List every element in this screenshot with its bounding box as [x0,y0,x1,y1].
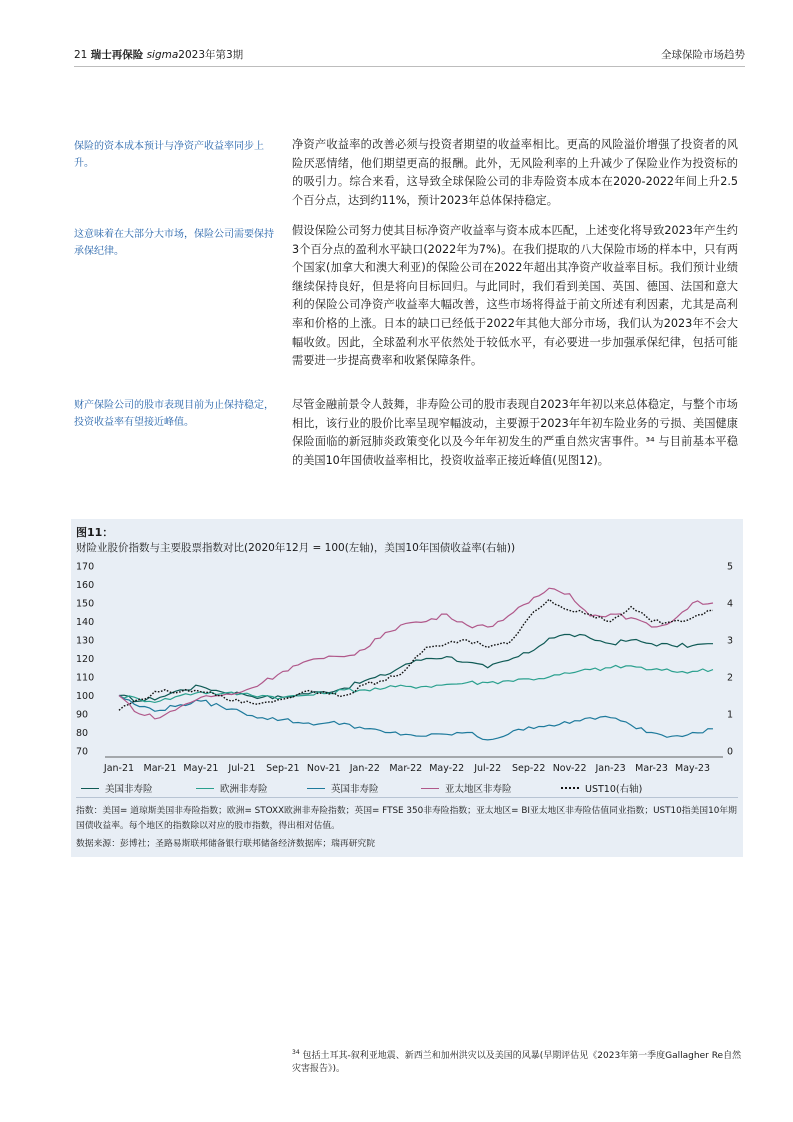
legend-item [81,781,153,795]
legend-label: 英国非寿险 [331,784,379,795]
legend-swatch [421,788,439,789]
side-note-1: 保险的资本成本预计与净资产收益率同步上升。 [74,141,264,169]
footnote-text: 包括土耳其-叙利亚地震、新西兰和加州洪灾以及美国的风暴(早期评估见《2023年第一季度Gallagher Re自然灾害报告》)。 [292,1051,742,1074]
series-name: sigma [146,49,179,61]
legend-item [421,781,512,795]
legend-swatch [307,788,325,789]
y-right-tick-label: 3 [726,635,733,647]
figure-divider [76,797,738,798]
y-left-tick-label: 70 [76,746,89,758]
x-tick-label: May-21 [183,763,219,774]
legend-item [307,781,379,795]
y-right-tick-label: 2 [726,672,733,684]
x-tick-label: Jan-21 [103,763,135,774]
x-tick-label: Jan-23 [595,763,626,774]
y-left-tick-label: 100 [76,691,95,702]
y-left-tick-label: 160 [76,580,95,591]
legend-label: UST10(右轴) [585,784,643,795]
series-line-1 [119,665,713,702]
series-line-3 [119,588,713,719]
y-left-tick-label: 170 [76,561,95,573]
figure-note: 指数：美国= 道琼斯美国非寿险指数；欧洲= STOXX欧洲非寿险指数；英国= FTSE 350非寿险指数；亚太地区= BI亚太地区非寿险估值同业指数；UST10指美国10年期国债收益率。每个地区的指数除以对应的股市指数，得出相对估值。 [76,806,737,831]
footnote [292,1046,742,1076]
legend-swatch [561,787,579,789]
y-left-tick-label: 90 [76,709,89,721]
x-tick-label: Jan-22 [349,763,380,774]
y-left-tick-label: 150 [76,598,95,610]
x-tick-label: Nov-22 [552,763,587,774]
figure-label: 图11： [76,526,114,539]
series-line-0 [119,635,713,702]
x-tick-label: Nov-21 [306,763,341,774]
legend-label: 美国非寿险 [105,784,153,795]
figure-11 [71,519,743,857]
legend-swatch [196,788,214,789]
y-right-tick-label: 1 [726,709,733,721]
paragraph-1: 净资产收益率的改善必须与投资者期望的收益率相比。更高的风险溢价增强了投资者的风险厌恶情绪，他们期望更高的报酬。此外，无风险利率的上升减少了保险业作为投资标的的吸引力。综合来看，这导致全球保险公司的非寿险资本成本在2020-2022年间上升2.5个百分点，达到约11%，预计2023年总体保持稳定。 [292,138,738,207]
header-left [74,47,243,62]
legend-item [196,781,268,795]
chart [71,519,743,781]
x-tick-label: May-23 [675,763,711,774]
legend-label: 亚太地区非寿险 [445,784,512,795]
header-divider [74,66,745,67]
figure-subtitle: 财险业股价指数与主要股票指数对比(2020年12月 = 100(左轴)，美国10年国债收益率(右轴)) [76,542,516,554]
x-tick-label: Mar-21 [143,763,177,774]
x-tick-label: Jul-22 [474,763,502,774]
y-left-tick-label: 80 [76,728,89,739]
section-title: 全球保险市场趋势 [661,49,745,61]
x-tick-label: Sep-21 [266,763,300,774]
x-tick-label: Mar-22 [389,763,423,774]
y-right-tick-label: 4 [726,598,733,610]
x-tick-label: May-22 [429,763,465,774]
figure-source: 数据来源：彭博社；圣路易斯联邦储备银行联邦储备经济数据库；瑞再研究院 [76,839,376,849]
legend-label: 欧洲非寿险 [220,784,268,795]
publisher-name: 瑞士再保险 [90,49,144,61]
y-left-tick-label: 130 [76,635,95,647]
page-number: 21 [74,49,88,61]
side-note-3: 财产保险公司的股市表现目前为止保持稳定，投资收益率有望接近峰值。 [74,400,274,428]
page-header [74,47,745,67]
issue-label: 2023年第3期 [178,49,244,61]
paragraph-2: 假设保险公司努力使其目标净资产收益率与资本成本匹配，上述变化将导致2023年产生约3个百分点的盈利水平缺口(2022年为7%)。在我们提取的八大保险市场的样本中，只有两个国家(加拿大和澳大利亚)的保险公司在2022年超出其净资产收益率目标。我们预计业绩继续保持良好，但是将向目标回归。与此同时，我们看到美国、英国、德国、法国和意大利的保险公司净资产收益率大幅改善，这些市场将得益于前文所述有利因素，尤其是高利率和价格的上涨。日本的缺口已经低于2022年其他大部分市场，我们认为2023年不会大幅收敛。因此，全球盈利水平依然处于较低水平，有必要进一步加强承保纪律，包括可能需要进一步提高费率和收紧保障条件。 [292,224,738,368]
side-note-2: 这意味着在大部分大市场，保险公司需要保持承保纪律。 [74,229,274,257]
series-line-2 [119,696,713,740]
x-tick-label: Jul-21 [228,763,256,774]
legend-swatch [81,788,99,789]
y-right-tick-label: 5 [726,561,733,573]
paragraph-3: 尽管金融前景令人鼓舞，非寿险公司的股市表现自2023年年初以来总体稳定，与整个市场相比，该行业的股价比率呈现窄幅波动，主要源于2023年年初车险业务的亏损、美国健康保险面临的新冠肺炎政策变化以及今年年初发生的严重自然灾害事件。³⁴ 与目前基本平稳的美国10年国债收益率相比，投资收益率正接近峰值(见图12)。 [292,398,738,467]
x-tick-label: Mar-23 [635,763,668,774]
x-tick-label: Sep-22 [511,763,546,774]
legend-item [561,781,642,795]
y-left-tick-label: 110 [76,672,95,684]
y-right-tick-label: 0 [726,746,733,758]
y-left-tick-label: 140 [76,617,95,628]
footnote-marker: 34 [292,1049,300,1056]
y-left-tick-label: 120 [76,654,95,665]
